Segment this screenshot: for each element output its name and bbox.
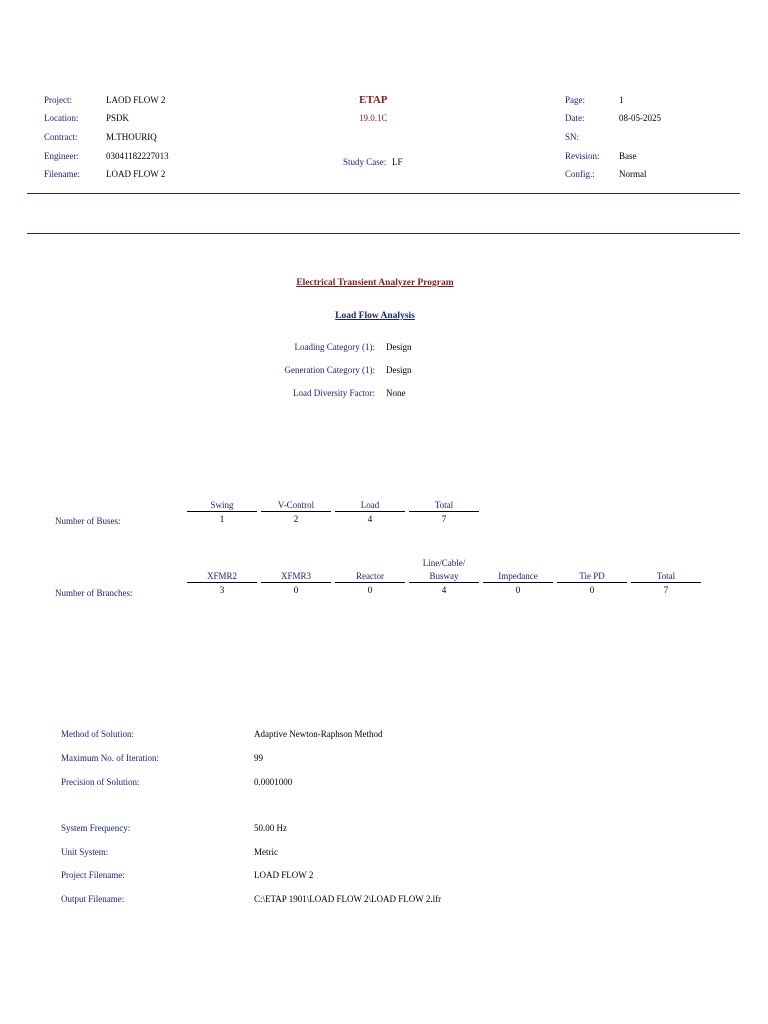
branches-header-line1-linecable: Line/Cable/	[422, 558, 466, 568]
buses-value-vcontrol: 2	[293, 514, 299, 524]
loading-category-value: Design	[386, 342, 412, 352]
max-iteration-value: 99	[254, 753, 263, 763]
app-version: 19.0.1C	[359, 113, 388, 123]
branches-header-tiepd: Tie PD	[557, 571, 627, 583]
engineer-label: Engineer:	[44, 151, 79, 161]
page-label: Page:	[565, 95, 585, 105]
branches-header-xfmr3: XFMR3	[261, 571, 331, 583]
study-case-label: Study Case:	[343, 157, 387, 167]
branches-header-busway: Busway	[409, 571, 479, 583]
revision-value: Base	[619, 151, 637, 161]
engineer-value: 03041182227013	[106, 151, 169, 161]
branches-value-tiepd: 0	[589, 585, 595, 595]
branches-header-reactor: Reactor	[335, 571, 405, 583]
unit-system-label: Unit System:	[61, 847, 109, 857]
date-value: 08-05-2025	[619, 113, 661, 123]
load-diversity-value: None	[386, 388, 406, 398]
branches-value-reactor: 0	[367, 585, 373, 595]
location-label: Location:	[44, 113, 79, 123]
branches-value-linecable: 4	[441, 585, 447, 595]
project-filename-label: Project Filename:	[61, 870, 125, 880]
location-value: PSDK	[106, 113, 130, 123]
precision-label: Precision of Solution:	[61, 777, 140, 787]
generation-category-label: Generation Category (1):	[284, 365, 375, 375]
frequency-label: System Frequency:	[61, 823, 131, 833]
config-value: Normal	[619, 169, 647, 179]
buses-header-load: Load	[335, 500, 405, 512]
branches-value-xfmr3: 0	[293, 585, 299, 595]
buses-header-vcontrol: V-Control	[261, 500, 331, 512]
app-name: ETAP	[359, 94, 388, 106]
load-diversity-label: Load Diversity Factor:	[293, 388, 375, 398]
branches-header-total: Total	[631, 571, 701, 583]
project-filename-value: LOAD FLOW 2	[254, 870, 314, 880]
method-value: Adaptive Newton-Raphson Method	[254, 729, 383, 739]
header-divider-bottom	[27, 233, 740, 234]
branches-header-impedance: Impedance	[483, 571, 553, 583]
branches-header-xfmr2: XFMR2	[187, 571, 257, 583]
date-label: Date:	[565, 113, 585, 123]
precision-value: 0.0001000	[254, 777, 293, 787]
max-iteration-label: Maximum No. of Iteration:	[61, 753, 159, 763]
project-value: LAOD FLOW 2	[106, 95, 166, 105]
project-label: Project:	[44, 95, 72, 105]
contract-label: Contract:	[44, 132, 78, 142]
loading-category-label: Loading Category (1):	[294, 342, 375, 352]
study-case-value: LF	[392, 157, 403, 167]
report-subtitle: Load Flow Analysis	[335, 311, 415, 321]
buses-header-total: Total	[409, 500, 479, 512]
output-filename-label: Output Filename:	[61, 894, 125, 904]
branches-value-xfmr2: 3	[219, 585, 225, 595]
output-filename-value: C:\ETAP 1901\LOAD FLOW 2\LOAD FLOW 2.lfr	[254, 894, 442, 904]
branches-value-impedance: 0	[515, 585, 521, 595]
buses-value-total: 7	[441, 514, 447, 524]
filename-value: LOAD FLOW 2	[106, 169, 166, 179]
buses-value-swing: 1	[219, 514, 225, 524]
buses-header-swing: Swing	[187, 500, 257, 512]
page-value: 1	[619, 95, 624, 105]
buses-label: Number of Buses:	[55, 516, 121, 526]
contract-value: M.THOURIQ	[106, 132, 157, 142]
buses-value-load: 4	[367, 514, 373, 524]
sn-label: SN:	[565, 132, 580, 142]
filename-label: Filename:	[44, 169, 80, 179]
config-label: Config.:	[565, 169, 595, 179]
branches-label: Number of Branches:	[55, 588, 133, 598]
frequency-value: 50.00 Hz	[254, 823, 287, 833]
method-label: Method of Solution:	[61, 729, 135, 739]
branches-value-total: 7	[663, 585, 669, 595]
revision-label: Revision:	[565, 151, 600, 161]
unit-system-value: Metric	[254, 847, 278, 857]
header-divider-top	[27, 193, 740, 194]
report-title: Electrical Transient Analyzer Program	[296, 278, 454, 288]
generation-category-value: Design	[386, 365, 412, 375]
